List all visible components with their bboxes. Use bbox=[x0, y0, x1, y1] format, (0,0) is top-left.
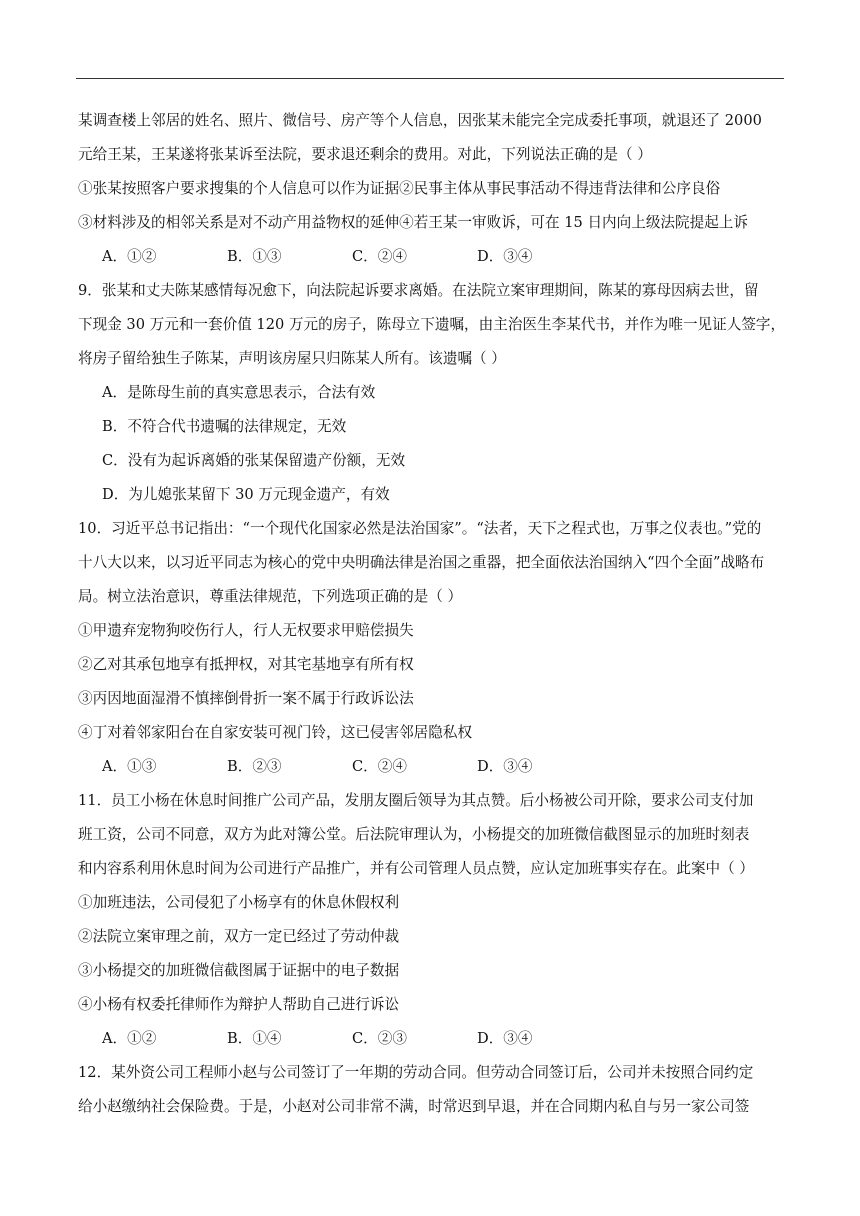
question-11-statement: ②法院立案审理之前，双方一定已经过了劳动仲裁 bbox=[78, 928, 400, 945]
question-8-stem-line: 某调查楼上邻居的姓名、照片、微信号、房产等个人信息，因张某未能完全完成委托事项，就退还了 2000 bbox=[78, 112, 762, 129]
question-11-statement: ④小杨有权委托律师作为辩护人帮助自己进行诉讼 bbox=[78, 996, 400, 1013]
question-10-option-a: A．①③ bbox=[102, 758, 157, 775]
question-9-stem-line: 9．张某和丈夫陈某感情每况愈下，向法院起诉要求离婚。在法院立案审理期间，陈某的寡母因病去世，留 bbox=[78, 282, 759, 299]
question-9-option-a: A．是陈母生前的真实意思表示，合法有效 bbox=[102, 384, 376, 401]
question-9 bbox=[78, 274, 790, 512]
question-11-option-b: B．①④ bbox=[227, 1030, 282, 1047]
question-11-stem-line: 11．员工小杨在休息时间推广公司产品，发朋友圈后领导为其点赞。后小杨被公司开除，要求公司支付加 bbox=[78, 792, 754, 809]
question-10-statement: ③丙因地面湿滑不慎摔倒骨折一案不属于行政诉讼法 bbox=[78, 690, 414, 707]
question-8-statement: ①张某按照客户要求搜集的个人信息可以作为证据②民事主体从事民事活动不得违背法律和公序良俗 bbox=[78, 180, 721, 197]
question-12-stem-line: 12．某外资公司工程师小赵与公司签订了一年期的劳动合同。但劳动合同签订后，公司并未按照合同约定 bbox=[78, 1064, 754, 1081]
question-10-statement: ④丁对着邻家阳台在自家安装可视门铃，这已侵害邻居隐私权 bbox=[78, 724, 473, 741]
question-8-stem-line: 元给王某，王某遂将张某诉至法院，要求退还剩余的费用。对此，下列说法正确的是（ ） bbox=[78, 146, 652, 163]
question-10-statement: ②乙对其承包地享有抵押权，对其宅基地享有所有权 bbox=[78, 656, 414, 673]
question-11-stem-line: 班工资，公司不同意，双方为此对簿公堂。后法院审理认为，小杨提交的加班微信截图显示的加班时刻表 bbox=[78, 826, 750, 843]
question-11-option-a: A．①② bbox=[102, 1030, 157, 1047]
question-9-option-d: D．为儿媳张某留下 30 万元现金遗产，有效 bbox=[102, 486, 390, 503]
question-12-stem-line: 给小赵缴纳社会保险费。于是，小赵对公司非常不满，时常迟到早退，并在合同期内私自与另一家公司签 bbox=[78, 1098, 750, 1115]
question-10-option-c: C．②④ bbox=[352, 758, 407, 775]
question-9-option-b: B．不符合代书遗嘱的法律规定，无效 bbox=[102, 418, 347, 435]
question-10-options bbox=[78, 750, 790, 784]
question-11-stem-line: 和内容系利用休息时间为公司进行产品推广，并有公司管理人员点赞，应认定加班事实存在。此案中（ ） bbox=[78, 860, 754, 877]
question-12 bbox=[78, 1056, 790, 1124]
question-8-option-d: D．③④ bbox=[477, 248, 533, 265]
question-10-statement: ①甲遗弃宠物狗咬伤行人，行人无权要求甲赔偿损失 bbox=[78, 622, 414, 639]
question-8-option-b: B．①③ bbox=[227, 248, 282, 265]
question-11-statement: ③小杨提交的加班微信截图属于证据中的电子数据 bbox=[78, 962, 400, 979]
question-10-option-d: D．③④ bbox=[477, 758, 533, 775]
question-11-options bbox=[78, 1022, 790, 1056]
question-8 bbox=[78, 104, 790, 274]
question-10 bbox=[78, 512, 790, 784]
question-8-option-c: C．②④ bbox=[352, 248, 407, 265]
question-9-option-c: C．没有为起诉离婚的张某保留遗产份额，无效 bbox=[102, 452, 406, 469]
question-8-statement: ③材料涉及的相邻关系是对不动产用益物权的延伸④若王某一审败诉，可在 15 日内向上级法院提起上诉 bbox=[78, 214, 748, 231]
question-10-stem-line: 10．习近平总书记指出：“一个现代化国家必然是法治国家”。“法者，天下之程式也，万事之仪表也。”党的 bbox=[78, 520, 762, 537]
question-9-stem-line: 下现金 30 万元和一套价值 120 万元的房子，陈母立下遗嘱，由主治医生李某代书，并作为唯一见证人签字， bbox=[78, 316, 786, 333]
question-10-stem-line: 十八大以来，以习近平同志为核心的党中央明确法律是治国之重器，把全面依法治国纳入“四个全面”战略布 bbox=[78, 554, 765, 571]
question-8-option-a: A．①② bbox=[102, 248, 157, 265]
question-11 bbox=[78, 784, 790, 1056]
question-11-option-c: C．②③ bbox=[352, 1030, 407, 1047]
question-9-stem-line: 将房子留给独生子陈某，声明该房屋只归陈某人所有。该遗嘱（ ） bbox=[78, 350, 506, 367]
question-10-stem-line: 局。树立法治意识，尊重法律规范，下列选项正确的是（ ） bbox=[78, 588, 463, 605]
header-rule bbox=[76, 78, 784, 79]
question-11-option-d: D．③④ bbox=[477, 1030, 533, 1047]
question-8-options bbox=[78, 240, 790, 274]
exam-page-content bbox=[78, 104, 790, 1124]
question-10-option-b: B．②③ bbox=[227, 758, 282, 775]
question-11-statement: ①加班违法，公司侵犯了小杨享有的休息休假权利 bbox=[78, 894, 400, 911]
